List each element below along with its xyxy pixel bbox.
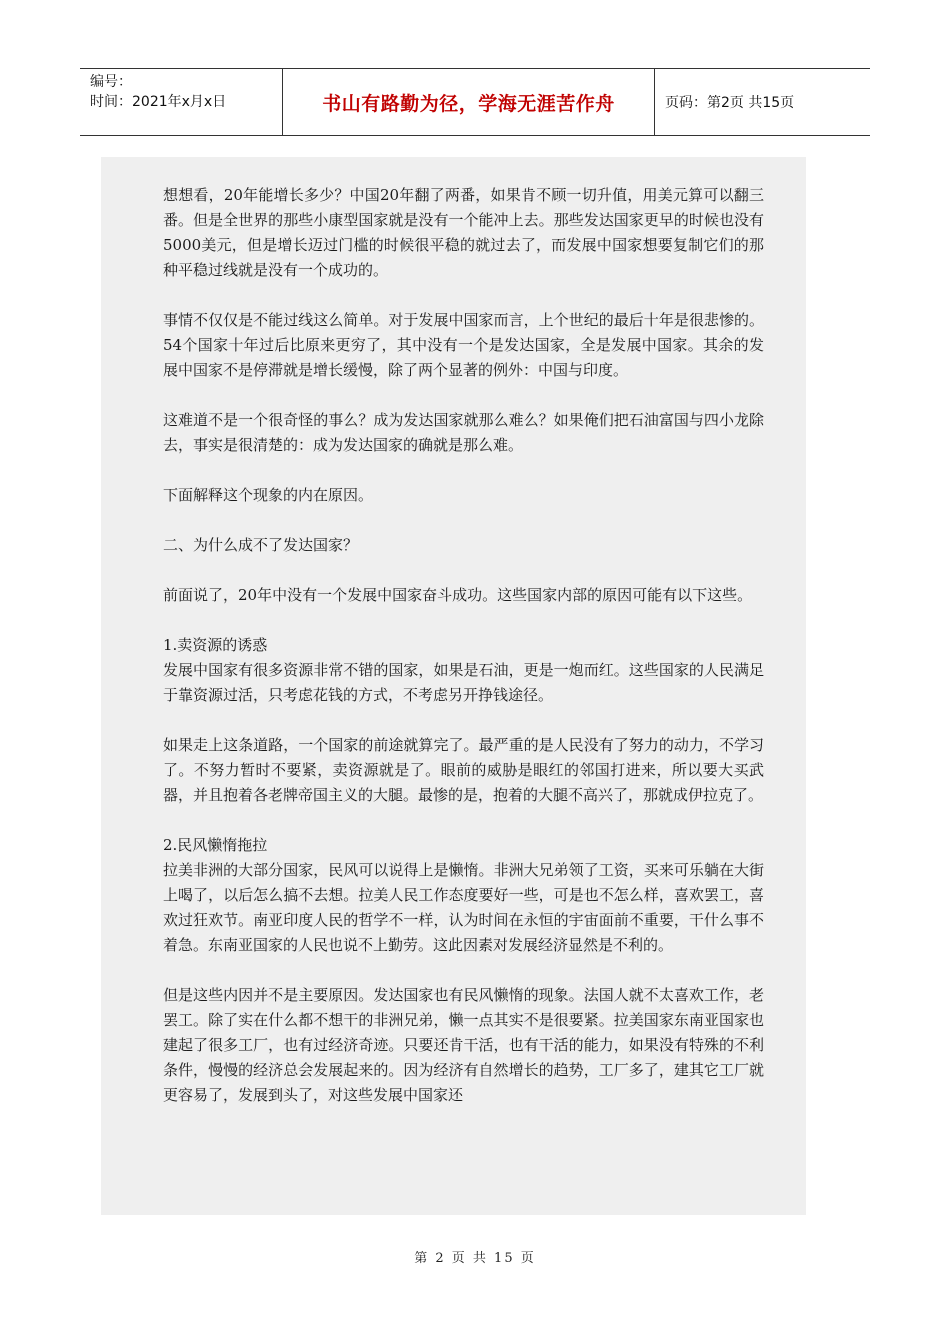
header-motto-cell — [282, 69, 655, 135]
paragraph: 拉美非洲的大部分国家，民风可以说得上是懒惰。非洲大兄弟领了工资，买来可乐躺在大街上喝了，以后怎么搞不去想。拉美人民工作态度要好一些，可是也不怎么样，喜欢罢工，喜欢过狂欢节。南亚印度人民的哲学不一样，认为时间在永恒的宇宙面前不重要，干什么事不着急。东南亚国家的人民也说不上勤劳。这此因素对发展经济显然是不利的。 — [163, 861, 764, 954]
paragraph: 发展中国家有很多资源非常不错的国家，如果是石油，更是一炮而红。这些国家的人民满足于靠资源过活，只考虑花钱的方式，不考虑另开挣钱途径。 — [163, 661, 764, 704]
document-time-label: 时间：2021年x月x日 — [90, 94, 227, 110]
paragraph: 前面说了，20年中没有一个发展中国家奋斗成功。这些国家内部的原因可能有以下这些。 — [163, 586, 753, 604]
header-page-info: 页码：第2页 共15页 — [665, 95, 795, 111]
subsection-heading: 2.民风懒惰拖拉 — [163, 836, 268, 854]
document-body — [101, 157, 806, 1215]
paragraph: 事情不仅仅是不能过线这么简单。对于发展中国家而言，上个世纪的最后十年是很悲惨的。54个国家十年过后比原来更穷了，其中没有一个是发达国家，全是发展中国家。其余的发展中国家不是停滞就是增长缓慢，除了两个显著的例外：中国与印度。 — [163, 311, 764, 379]
paragraph: 想想看，20年能增长多少？中国20年翻了两番，如果肯不顾一切升值，用美元算可以翻三番。但是全世界的那些小康型国家就是没有一个能冲上去。那些发达国家更早的时候也没有5000美元，但是增长迈过门槛的时候很平稳的就过去了，而发展中国家想要复制它们的那种平稳过线就是没有一个成功的。 — [163, 186, 764, 279]
header-page-info-cell — [655, 69, 870, 135]
paragraph: 下面解释这个现象的内在原因。 — [163, 486, 374, 504]
paragraph: 如果走上这条道路，一个国家的前途就算完了。最严重的是人民没有了努力的动力，不学习了。不努力暂时不要紧，卖资源就是了。眼前的威胁是眼红的邻国打进来，所以要大买武器，并且抱着各老牌帝国主义的大腿。最惨的是，抱着的大腿不高兴了，那就成伊拉克了。 — [163, 736, 764, 804]
header-motto: 书山有路勤为径，学海无涯苦作舟 — [322, 92, 615, 115]
document-number-label: 编号： — [90, 74, 132, 90]
section-heading: 二、为什么成不了发达国家？ — [163, 536, 359, 554]
paragraph: 这难道不是一个很奇怪的事么？成为发达国家就那么难么？如果俺们把石油富国与四小龙除去，事实是很清楚的：成为发达国家的确就是那么难。 — [163, 411, 764, 454]
subsection-heading: 1.卖资源的诱惑 — [163, 636, 268, 654]
page-footer: 第 2 页 共 15 页 — [414, 1251, 536, 1266]
header-meta — [80, 69, 282, 135]
paragraph: 但是这些内因并不是主要原因。发达国家也有民风懒惰的现象。法国人就不太喜欢工作，老罢工。除了实在什么都不想干的非洲兄弟，懒一点其实不是很要紧。拉美国家东南亚国家也建起了很多工厂，也有过经济奇迹。只要还肯干活，也有干活的能力，如果没有特殊的不利条件，慢慢的经济总会发展起来的。因为经济有自然增长的趋势，工厂多了，建其它工厂就更容易了，发展到头了，对这些发展中国家还 — [163, 986, 764, 1104]
page-header — [80, 68, 870, 136]
